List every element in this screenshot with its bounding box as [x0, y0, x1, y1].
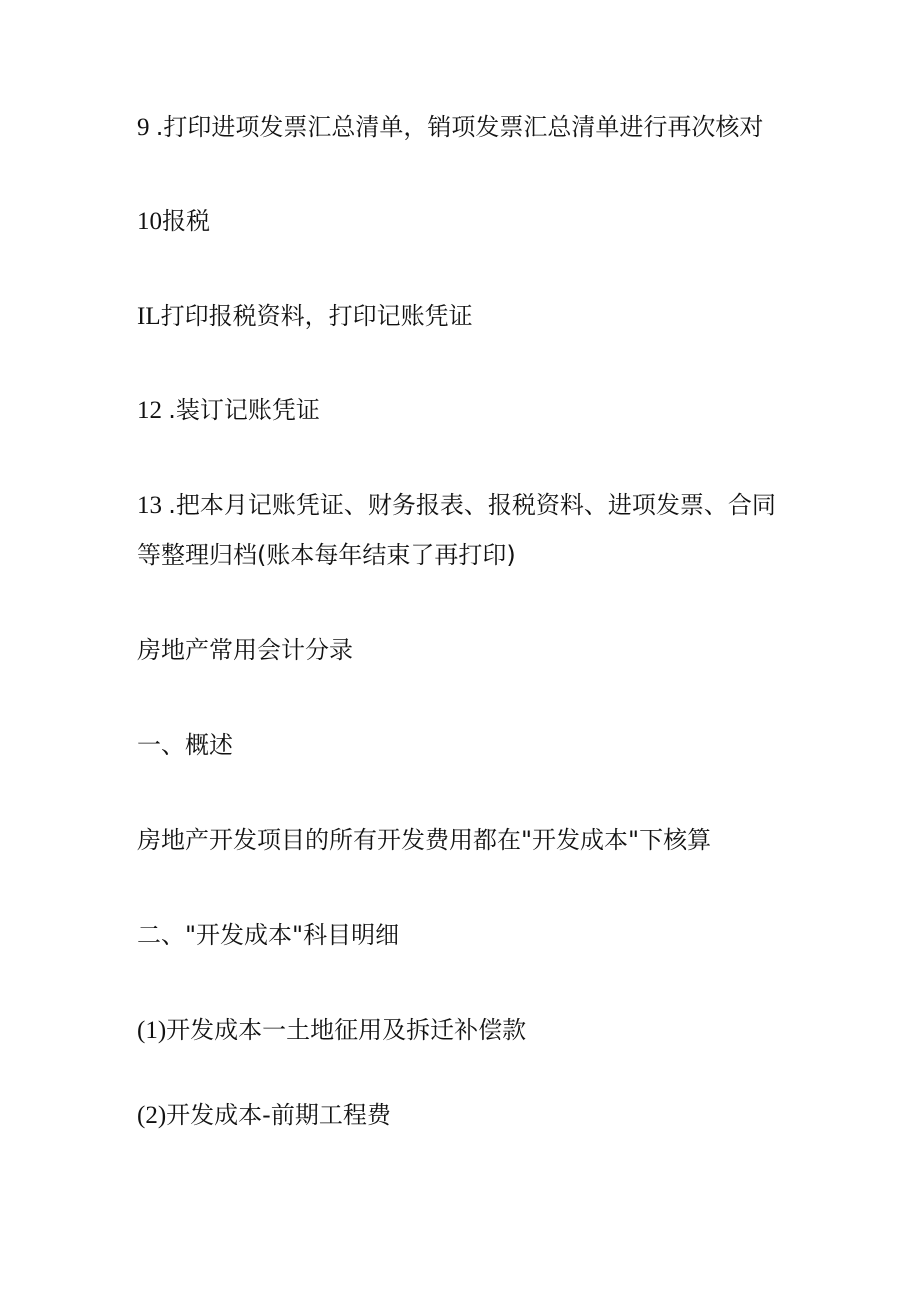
line-step-13: [137, 491, 776, 520]
line-step-11: [137, 302, 473, 331]
step-number: IL: [137, 303, 161, 330]
step-text: .打印进项发票汇总清单，销项发票汇总清单进行再次核对: [155, 113, 764, 141]
heading-account-detail: [137, 921, 399, 949]
heading-text: 房地产常用会计分录: [137, 636, 353, 664]
item-text: 开发成本-前期工程费: [166, 1101, 391, 1129]
step-text: 报税: [162, 207, 210, 235]
line-step-10: [137, 207, 210, 236]
section-title: [137, 636, 353, 664]
step-number: 13: [137, 492, 169, 519]
step-text: .把本月记账凭证、财务报表、报税资料、进项发票、合同: [168, 491, 776, 519]
line-step-9: [137, 113, 763, 142]
item-number: (2): [137, 1102, 167, 1129]
paragraph-text: 房地产开发项目的所有开发费用都在"开发成本"下核算: [137, 826, 712, 854]
step-number: 12: [137, 397, 169, 424]
heading-text: 二、"开发成本"科目明细: [137, 921, 400, 949]
heading-text: 一、概述: [137, 731, 233, 759]
step-text: .装订记账凭证: [168, 396, 320, 424]
step-number: 10: [137, 208, 162, 235]
step-text: 打印报税资料，打印记账凭证: [160, 302, 473, 330]
line-step-12: [137, 396, 320, 425]
item-text: 开发成本一土地征用及拆迁补偿款: [166, 1016, 527, 1044]
list-item-1: [137, 1016, 526, 1045]
step-number: 9: [137, 114, 156, 141]
list-item-2: [137, 1101, 391, 1130]
line-step-13-continued: [137, 541, 516, 569]
heading-overview: [137, 731, 233, 759]
step-text: 等整理归档(账本每年结束了再打印): [137, 541, 516, 569]
paragraph-overview: [137, 826, 711, 854]
item-number: (1): [137, 1017, 167, 1044]
